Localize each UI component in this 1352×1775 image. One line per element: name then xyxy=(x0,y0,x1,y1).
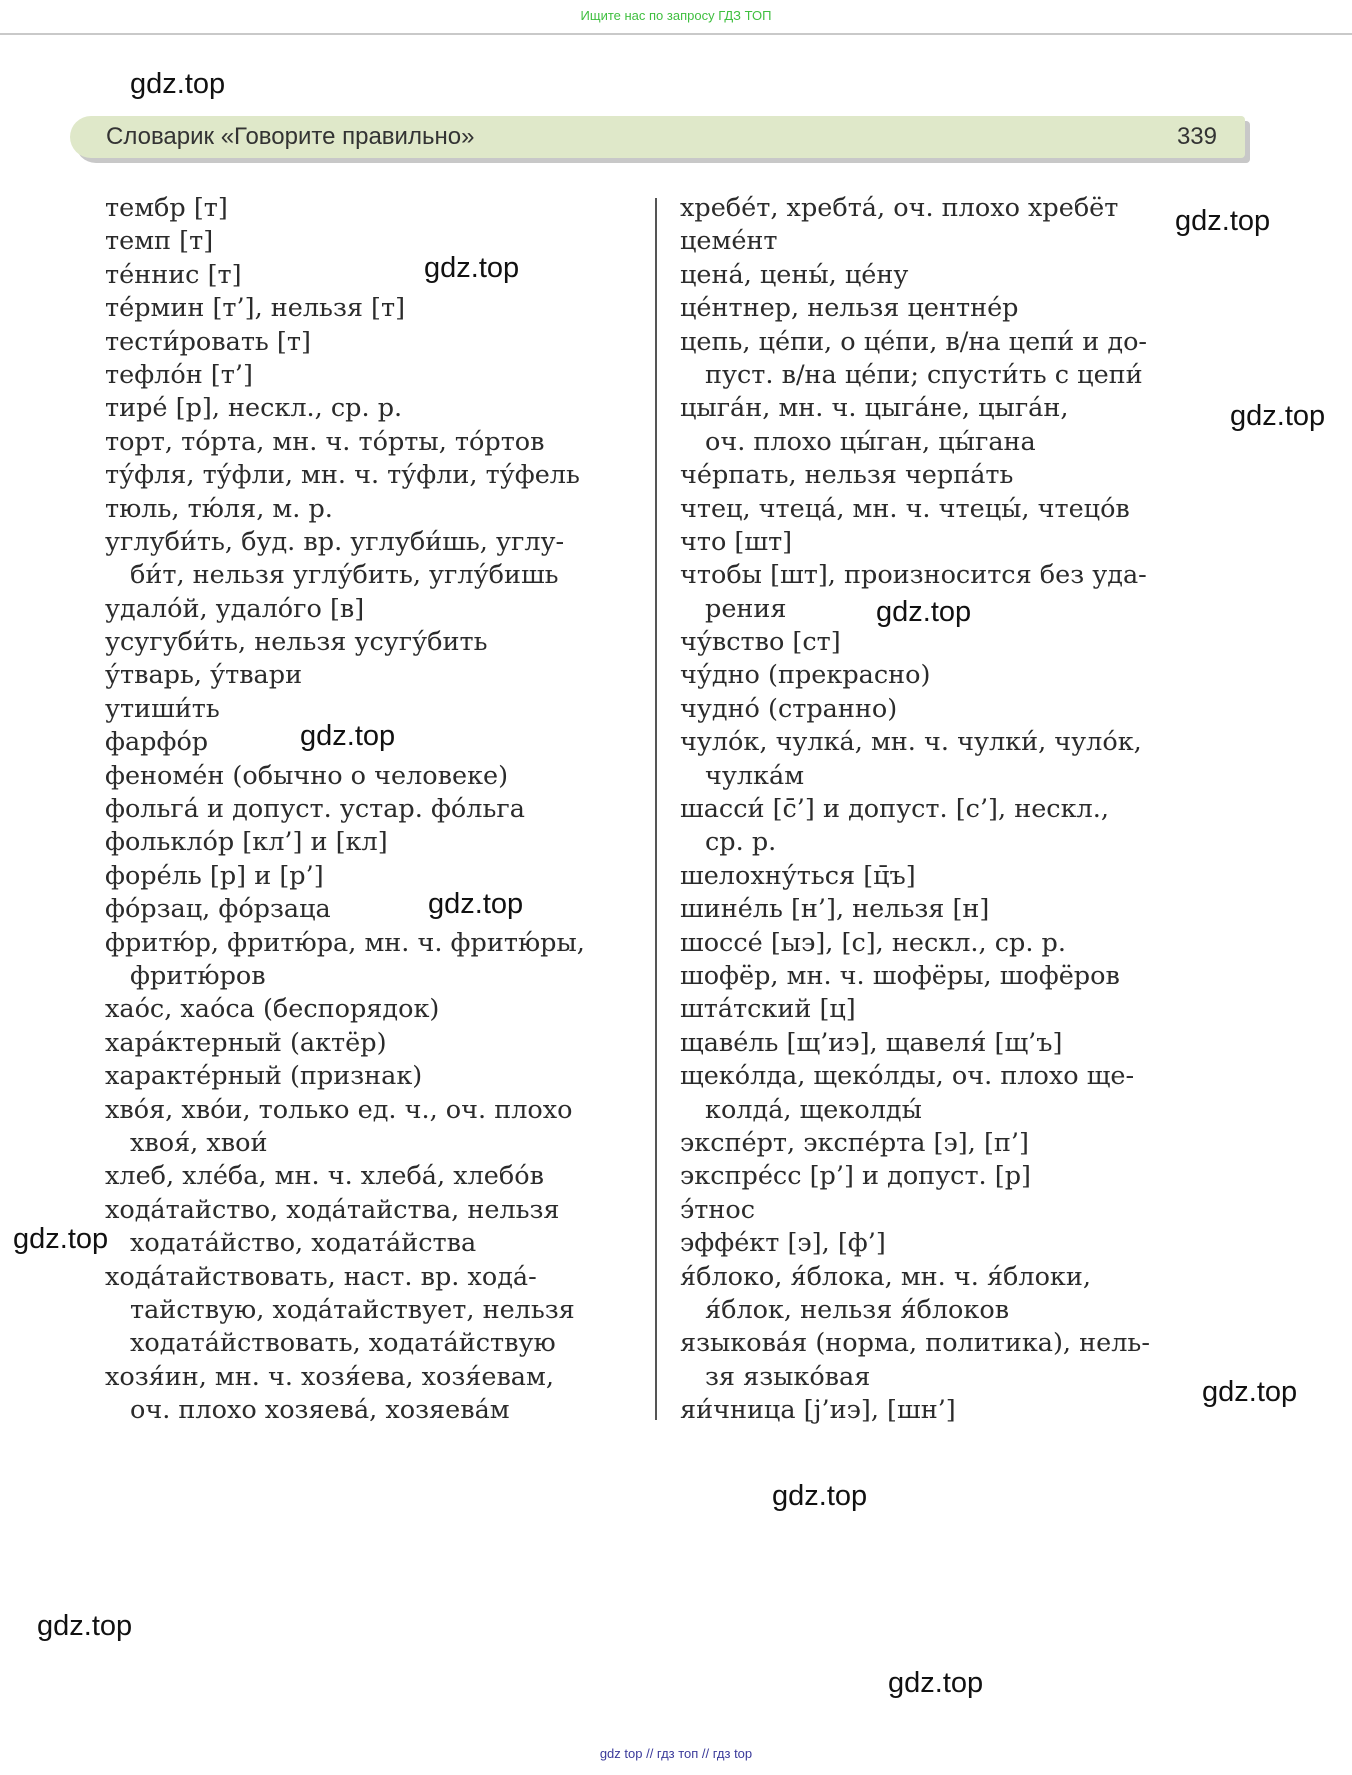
watermark: gdz.top xyxy=(876,596,972,628)
dictionary-entry-line: чулка́м xyxy=(705,760,805,791)
dictionary-entry-line: у́тварь, у́твари xyxy=(105,660,303,691)
watermark: gdz.top xyxy=(424,252,520,284)
dictionary-entry-line: пуст. в/на це́пи; спусти́ть с цепи́ xyxy=(705,359,1143,390)
dictionary-entry-line: хребе́т, хребта́, оч. плохо хребёт xyxy=(680,193,1119,223)
dictionary-left-column xyxy=(105,192,640,1427)
dictionary-entry-line: усугуби́ть, нельзя усугу́бить xyxy=(105,627,488,658)
dictionary-entry-line: форе́ль [р] и [р’] xyxy=(105,860,324,891)
dictionary-entry-line: шелохну́ться [ц̄ъ] xyxy=(680,860,916,891)
page-header xyxy=(70,116,1245,158)
dictionary-entry-line: це́нтнер, нельзя центне́р xyxy=(680,293,1019,324)
dictionary-entry-line: би́т, нельзя углу́бить, углу́бишь xyxy=(130,560,559,591)
dictionary-entry-line: ту́фля, ту́фли, мн. ч. ту́фли, ту́фель xyxy=(105,460,580,491)
watermark: gdz.top xyxy=(1202,1376,1298,1408)
dictionary-entry-line: цыга́н, мн. ч. цыга́не, цыга́н, xyxy=(680,393,1069,424)
dictionary-entry-line: тефло́н [т’] xyxy=(105,359,253,390)
dictionary-entry-line: фольга́ и допуст. устар. фо́льга xyxy=(105,794,525,825)
page-number: 339 xyxy=(1176,123,1217,150)
dictionary-entry-line: те́ннис [т] xyxy=(105,259,242,290)
column-divider xyxy=(655,198,657,1420)
watermark: gdz.top xyxy=(130,68,226,100)
dictionary-entry-line: чуло́к, чулка́, мн. ч. чулки́, чуло́к, xyxy=(680,727,1142,758)
dictionary-entry-line: те́рмин [т’], нельзя [т] xyxy=(105,293,406,324)
watermark: gdz.top xyxy=(888,1667,984,1699)
dictionary-entry-line: шта́тский [ц] xyxy=(680,994,856,1025)
dictionary-entry-line: эффе́кт [э], [ф’] xyxy=(680,1228,886,1259)
dictionary-entry-line: шине́ль [н’], нельзя [н] xyxy=(680,894,990,925)
dictionary-entry-line: цеме́нт xyxy=(680,226,778,257)
dictionary-entry-line: хао́с, хао́са (беспорядок) xyxy=(105,994,440,1025)
dictionary-entry-line: языкова́я (норма, политика), нель- xyxy=(680,1328,1150,1359)
dictionary-entry-line: хвоя́, хвои́ xyxy=(130,1127,268,1158)
dictionary-entry-line: щеко́лда, щеко́лды, оч. плохо ще- xyxy=(680,1061,1135,1092)
dictionary-entry-line: оч. плохо цы́ган, цы́гана xyxy=(705,426,1036,457)
dictionary-entry-line: фолькло́р [кл’] и [кл] xyxy=(105,827,388,858)
dictionary-entry-line: щаве́ль [щ’иэ], щавеля́ [щ’ъ] xyxy=(680,1027,1063,1058)
dictionary-entry-line: ходата́йствовать, ходата́йствую xyxy=(130,1328,556,1359)
dictionary-entry-line: зя языко́вая xyxy=(705,1361,871,1392)
dictionary-entry-line: чу́дно (прекрасно) xyxy=(680,660,931,691)
dictionary-entry-line: хво́я, хво́и, только ед. ч., оч. плохо xyxy=(105,1094,573,1125)
dictionary-entry-line: удало́й, удало́го [в] xyxy=(105,593,365,624)
watermark: gdz.top xyxy=(300,720,396,752)
dictionary-entry-line: ср. р. xyxy=(705,827,777,858)
dictionary-entry-line: цепь, це́пи, о це́пи, в/на цепи́ и до- xyxy=(680,326,1148,357)
dictionary-entry-line: чудно́ (странно) xyxy=(680,693,898,724)
dictionary-entry-line: хозя́ин, мн. ч. хозя́ева, хозя́евам, xyxy=(105,1361,554,1392)
dictionary-entry-line: хлеб, хле́ба, мн. ч. хлеба́, хлебо́в xyxy=(105,1161,544,1192)
dictionary-entry-line: шоссе́ [ыэ], [с], нескл., ср. р. xyxy=(680,927,1066,958)
footer-links[interactable]: gdz top // гдз топ // гдз top xyxy=(599,1746,753,1761)
dictionary-entry-line: че́рпать, нельзя черпа́ть xyxy=(680,460,1014,491)
watermark: gdz.top xyxy=(772,1480,868,1512)
dictionary-entry-line: яи́чница [j’иэ], [шн’] xyxy=(680,1395,956,1426)
dictionary-entry-line: цена́, цены́, це́ну xyxy=(680,259,909,290)
dictionary-entry-line: шасси́ [с̄’] и допуст. [с’], нескл., xyxy=(680,794,1109,825)
dictionary-entry-line: утиши́ть xyxy=(105,693,220,724)
watermark: gdz.top xyxy=(428,888,524,920)
dictionary-entry-line: рения xyxy=(705,593,787,624)
dictionary-entry-line: хара́ктерный (актёр) xyxy=(105,1027,387,1058)
dictionary-entry-line: колда́, щеколды́ xyxy=(705,1094,922,1125)
dictionary-entry-line: углуби́ть, буд. вр. углуби́шь, углу- xyxy=(105,526,565,557)
dictionary-entry-line: фо́рзац, фо́рзаца xyxy=(105,894,331,925)
dictionary-entry-line: тюль, тю́ля, м. р. xyxy=(105,493,333,524)
dictionary-entry-line: торт, то́рта, мн. ч. то́рты, то́ртов xyxy=(105,426,545,457)
dictionary-entry-line: я́блок, нельзя я́блоков xyxy=(705,1294,1010,1325)
dictionary-entry-line: темп [т] xyxy=(105,226,214,257)
dictionary-entry-line: хода́тайствовать, наст. вр. хода́- xyxy=(105,1261,537,1292)
dictionary-entry-line: чу́вство [ст] xyxy=(680,627,841,658)
dictionary-entry-line: фритю́р, фритю́ра, мн. ч. фритю́ры, xyxy=(105,927,585,958)
dictionary-entry-line: э́тнос xyxy=(680,1194,756,1225)
dictionary-entry-line: экспе́рт, экспе́рта [э], [п’] xyxy=(680,1127,1029,1158)
dictionary-entry-line: что [шт] xyxy=(680,526,793,557)
watermark: gdz.top xyxy=(37,1610,133,1642)
watermark: gdz.top xyxy=(1230,400,1326,432)
dictionary-entry-line: тире́ [р], нескл., ср. р. xyxy=(105,393,403,424)
dictionary-entry-line: фритю́ров xyxy=(130,960,266,991)
dictionary-entry-line: чтец, чтеца́, мн. ч. чтецы́, чтецо́в xyxy=(680,493,1130,524)
dictionary-entry-line: оч. плохо хозяева́, хозяева́м xyxy=(130,1395,510,1426)
dictionary-entry-line: шофёр, мн. ч. шофёры, шофёров xyxy=(680,960,1120,991)
dictionary-entry-line: тайствую, хода́тайствует, нельзя xyxy=(130,1294,575,1325)
dictionary-entry-line: характе́рный (признак) xyxy=(105,1061,423,1092)
dictionary-entry-line: ходата́йство, ходата́йства xyxy=(130,1228,477,1259)
watermark: gdz.top xyxy=(13,1223,109,1255)
top-banner xyxy=(0,0,1352,35)
dictionary-entry-line: фарфо́р xyxy=(105,727,209,758)
banner-text[interactable]: Ищите нас по запросу ГДЗ ТОП xyxy=(580,8,772,23)
dictionary-entry-line: тембр [т] xyxy=(105,193,228,223)
dictionary-right-column xyxy=(680,192,1220,1427)
dictionary-entry-line: экспре́сс [р’] и допуст. [р] xyxy=(680,1161,1031,1192)
watermark: gdz.top xyxy=(1175,205,1271,237)
dictionary-entry-line: тести́ровать [т] xyxy=(105,326,311,357)
dictionary-entry-line: хода́тайство, хода́тайства, нельзя xyxy=(105,1194,560,1225)
dictionary-entry-line: феноме́н (обычно о человеке) xyxy=(105,760,509,791)
page-title: Словарик «Говорите правильно» xyxy=(106,123,475,150)
dictionary-entry-line: я́блоко, я́блока, мн. ч. я́блоки, xyxy=(680,1261,1091,1292)
dictionary-entry-line: чтобы [шт], произносится без уда- xyxy=(680,560,1147,591)
